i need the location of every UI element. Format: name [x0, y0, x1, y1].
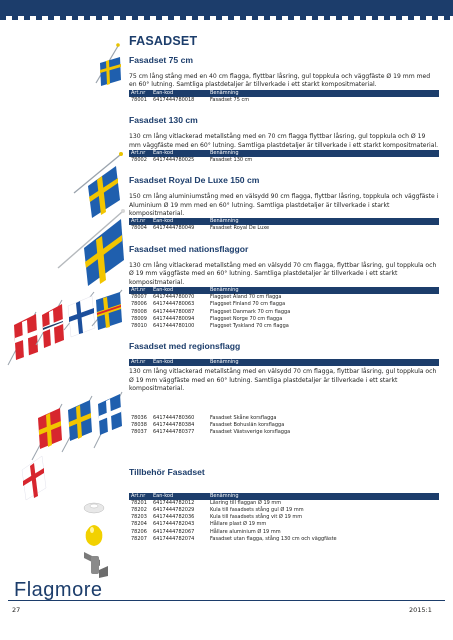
cell-art-nr: 78004 — [131, 225, 147, 232]
table-header — [129, 493, 439, 500]
cell-name: Hållare plast Ø 19 mm — [210, 521, 267, 528]
national-flags-illustration — [8, 290, 122, 365]
cell-name: Flaggset Åland 70 cm flagga — [210, 293, 282, 300]
table-row — [129, 294, 439, 301]
table-header — [129, 359, 439, 366]
cell-ean: 6417444780025 — [153, 156, 195, 163]
table-header-name: Benämning — [210, 218, 239, 225]
cell-name: Flaggset Tyskland 70 cm flagga — [210, 323, 289, 330]
table-header-art-nr: Art.nr — [131, 149, 146, 156]
table-row — [129, 309, 439, 316]
table-header — [129, 90, 439, 97]
fasadset-130-illustration — [74, 152, 123, 218]
table-header — [129, 218, 439, 225]
table-header-art-nr: Art.nr — [131, 359, 146, 366]
accessories-illustration — [84, 503, 108, 578]
cell-ean: 6417444780100 — [153, 323, 195, 330]
table-row — [129, 500, 439, 507]
cell-art-nr: 78201 — [131, 499, 147, 506]
product-description: 130 cm lång vitlackerad metallstång med en välsydd 70 cm flagga, flyttbar låsring, gul toppkula och Ø 19 mm väggfäste med en 60° lutning. Samtliga plastdetaljer är tillverkade i ett starkt kompositmaterial. — [129, 261, 437, 286]
cell-art-nr: 78007 — [131, 293, 147, 300]
table-header-name: Benämning — [210, 286, 239, 293]
cell-ean: 6417444782067 — [153, 528, 195, 535]
section-title: FASADSET — [129, 34, 198, 48]
table-row — [129, 529, 439, 536]
cell-name: Fasadset 130 cm — [210, 156, 253, 163]
main-content — [129, 34, 439, 543]
fasadset-75-illustration — [96, 43, 121, 86]
cell-name: Flaggset Norge 70 cm flagga — [210, 315, 283, 322]
cell-name: Hållare aluminium Ø 19 mm — [210, 528, 281, 535]
table-header-name: Benämning — [210, 89, 239, 96]
cell-ean: 6417444780377 — [153, 429, 195, 436]
cell-art-nr: 78206 — [131, 528, 147, 535]
table-row — [129, 301, 439, 308]
cell-ean: 6417444782029 — [153, 506, 195, 513]
cell-name: Flaggset Danmark 70 cm flagga — [210, 308, 291, 315]
cell-ean: 6417444780384 — [153, 421, 195, 428]
cell-art-nr: 78038 — [131, 421, 147, 428]
table-header-name: Benämning — [210, 359, 239, 366]
product-block — [129, 115, 439, 164]
cell-art-nr: 78207 — [131, 536, 147, 543]
cell-ean: 6417444782074 — [153, 536, 195, 543]
cell-name: Fasadset 75 cm — [210, 96, 250, 103]
table-row — [129, 225, 439, 232]
cell-art-nr: 78203 — [131, 514, 147, 521]
product-block — [129, 55, 439, 104]
cell-name: Fasadset Västsverige korsflagga — [210, 429, 291, 436]
table-row — [129, 521, 439, 528]
table-header-ean: Ean-kod — [153, 218, 174, 225]
table-header-art-nr: Art.nr — [131, 218, 146, 225]
cell-art-nr: 78036 — [131, 414, 147, 421]
issue-label: 2015:1 — [409, 606, 432, 614]
cell-ean: 6417444782036 — [153, 514, 195, 521]
cell-name: Låsring till flaggan Ø 19 mm — [210, 499, 282, 506]
product-list — [129, 55, 439, 543]
cell-art-nr: 78009 — [131, 315, 147, 322]
table-row — [129, 514, 439, 521]
product-title: Fasadset med nationsflaggor — [129, 243, 249, 254]
product-title: Tillbehör Fasadset — [129, 466, 205, 477]
cell-art-nr: 78037 — [131, 429, 147, 436]
table-header-ean: Ean-kod — [153, 149, 174, 156]
cell-art-nr: 78202 — [131, 506, 147, 513]
product-title: Fasadset Royal De Luxe 150 cm — [129, 175, 260, 186]
table-header-ean: Ean-kod — [153, 359, 174, 366]
cell-art-nr: 78001 — [131, 96, 147, 103]
cell-ean: 6417444780018 — [153, 96, 195, 103]
cell-ean: 6417444780094 — [153, 315, 195, 322]
table-header-art-nr: Art.nr — [131, 286, 146, 293]
cell-ean: 6417444780049 — [153, 225, 195, 232]
cell-art-nr: 78008 — [131, 308, 147, 315]
cell-name: Kula till fasadsets stång gul Ø 19 mm — [210, 506, 304, 513]
table-row — [129, 97, 439, 104]
product-title: Fasadset 130 cm — [129, 115, 198, 126]
cell-name: Kula till fasadsets stång vit Ø 19 mm — [210, 514, 303, 521]
page-number: 27 — [12, 606, 21, 614]
cell-art-nr: 78002 — [131, 156, 147, 163]
cell-ean: 6417444780087 — [153, 308, 195, 315]
table-row — [129, 157, 439, 164]
table-row — [129, 415, 439, 422]
cell-ean: 6417444782012 — [153, 499, 195, 506]
cell-ean: 6417444780360 — [153, 414, 195, 421]
cell-art-nr: 78204 — [131, 521, 147, 528]
product-block — [129, 175, 439, 233]
cell-name: Flaggset Finland 70 cm flagga — [210, 301, 286, 308]
table-row — [129, 323, 439, 330]
table-header-ean: Ean-kod — [153, 492, 174, 499]
table-row — [129, 422, 439, 429]
table-header-ean: Ean-kod — [153, 286, 174, 293]
product-description: 130 cm lång vitlackerad metallstång med en välsydd 70 cm flagga, flyttbar låsring, gul toppkula och Ø 19 mm väggfäste med en 60° lutning. Samtliga plastdetaljer är tillverkade i ett starkt kompositmaterial. — [129, 368, 437, 393]
table-row — [129, 316, 439, 323]
product-description: 130 cm lång vitlackerad metallstång med en 70 cm flagga flyttbar låsring, gul toppkula och Ø 19 mm väggfäste med en 60° lutning. Samtliga plastdetaljer är tillverkade i ett starkt kompositmaterial. — [129, 133, 439, 149]
table-row — [129, 429, 439, 436]
svg-text:Flagmore: Flagmore — [14, 579, 103, 600]
product-block — [129, 467, 439, 544]
table-row — [129, 536, 439, 543]
cell-ean: 6417444780063 — [153, 301, 195, 308]
table-header-art-nr: Art.nr — [131, 492, 146, 499]
cell-art-nr: 78010 — [131, 323, 147, 330]
flagmore-logo — [14, 576, 114, 600]
product-description: 75 cm lång stång med en 40 cm flagga, flyttbar låsring, gul toppkula och väggfäste Ø 19 mm med en 60° lutning. Samtliga plastdetaljer är tillverkade i ett starkt kompositmaterial. — [129, 73, 431, 89]
product-block — [129, 244, 439, 331]
product-title: Fasadset med regionsflagg — [129, 341, 241, 352]
table-header — [129, 287, 439, 294]
region-flags-illustration — [22, 392, 122, 500]
cell-name: Fasadset Royal De Luxe — [210, 225, 270, 232]
footer-rule — [8, 600, 445, 601]
cell-name: Fasadset utan flagga, stång 130 cm och väggfäste — [210, 536, 337, 543]
cell-ean: 6417444782043 — [153, 521, 195, 528]
cell-art-nr: 78006 — [131, 301, 147, 308]
table-header-name: Benämning — [210, 149, 239, 156]
table-header — [129, 150, 439, 157]
fasadset-royal-illustration — [58, 209, 125, 286]
product-description: 150 cm lång aluminiumstång med en välsydd 90 cm flagga, flyttbar låsring, toppkula och väggfäste i Aluminium Ø 19 mm med en 60° lutning. Samtliga plastdetaljer är tillverkade i starkt kompositmaterial. — [129, 193, 439, 218]
table-header-ean: Ean-kod — [153, 89, 174, 96]
product-block — [129, 341, 439, 436]
cell-name: Fasadset Skåne korsflagga — [210, 414, 277, 421]
table-header-name: Benämning — [210, 492, 239, 499]
product-title: Fasadset 75 cm — [129, 55, 194, 65]
cell-ean: 6417444780070 — [153, 293, 195, 300]
cell-name: Fasadset Bohuslän korsflagga — [210, 421, 285, 428]
table-header-art-nr: Art.nr — [131, 89, 146, 96]
